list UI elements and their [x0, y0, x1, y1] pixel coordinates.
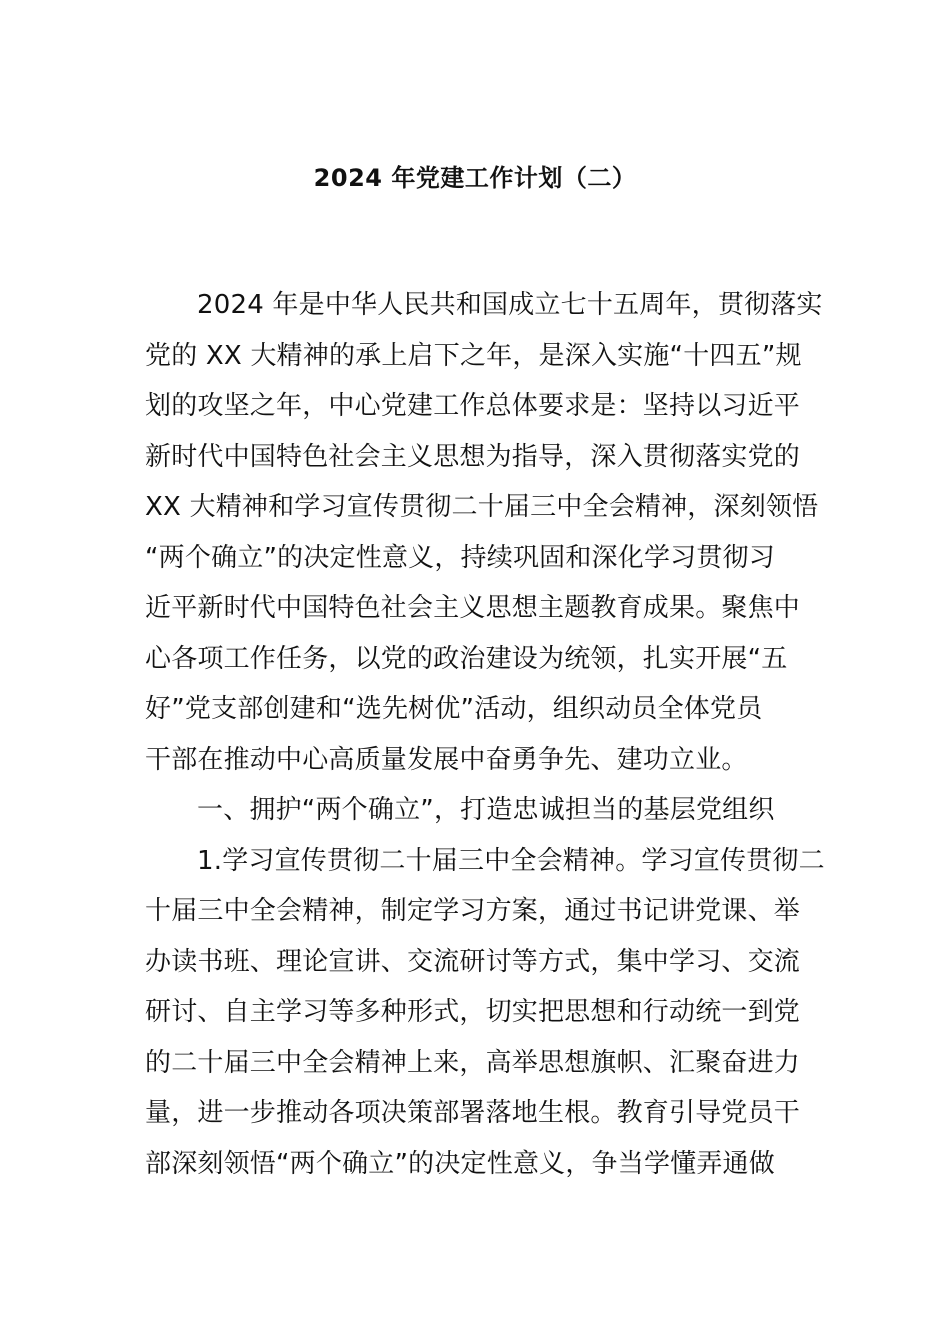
- paragraph-line: 干部在推动中心高质量发展中奋勇争先、建功立业。: [145, 744, 748, 775]
- paragraph-line: 新时代中国特色社会主义思想为指导，深入贯彻落实党的: [145, 441, 801, 472]
- document-body: [145, 280, 825, 1189]
- paragraph-line: “两个确立”的决定性意义，持续巩固和深化学习贯彻习: [145, 542, 775, 573]
- paragraph-line: 好”党支部创建和“选先树优”活动，组织动员全体党员: [145, 694, 763, 724]
- paragraph-line: 划的攻坚之年，中心党建工作总体要求是：坚持以习近平: [145, 391, 801, 421]
- document-title: 2024 年党建工作计划（二）: [313, 164, 637, 192]
- paragraph-line: 研讨、自主学习等多种形式，切实把思想和行动统一到党: [145, 997, 801, 1027]
- paragraph-line: 办读书班、理论宣讲、交流研讨等方式，集中学习、交流: [145, 946, 801, 977]
- paragraph-line: 心各项工作任务，以党的政治建设为统领，扎实开展“五: [145, 643, 788, 674]
- paragraph-line: 近平新时代中国特色社会主义思想主题教育成果。聚焦中: [145, 593, 801, 623]
- paragraph-line: XX 大精神和学习宣传贯彻二十届三中全会精神，深刻领悟: [145, 492, 819, 522]
- paragraph-line: 十届三中全会精神，制定学习方案，通过书记讲党课、举: [145, 896, 801, 926]
- paragraph-line: 部深刻领悟“两个确立”的决定性意义，争当学懂弄通做: [145, 1148, 775, 1179]
- paragraph-line: 2024 年是中华人民共和国成立七十五周年，贯彻落实: [197, 290, 823, 320]
- section-heading: 一、拥护“两个确立”，打造忠诚担当的基层党组织: [197, 795, 775, 825]
- paragraph-line: 1.学习宣传贯彻二十届三中全会精神。学习宣传贯彻二: [197, 845, 825, 876]
- paragraph-line: 党的 XX 大精神的承上启下之年，是深入实施“十四五”规: [145, 340, 802, 371]
- paragraph-line: 量，进一步推动各项决策部署落地生根。教育引导党员干: [145, 1098, 801, 1128]
- paragraph-line: 的二十届三中全会精神上来，高举思想旗帜、汇聚奋进力: [145, 1047, 801, 1078]
